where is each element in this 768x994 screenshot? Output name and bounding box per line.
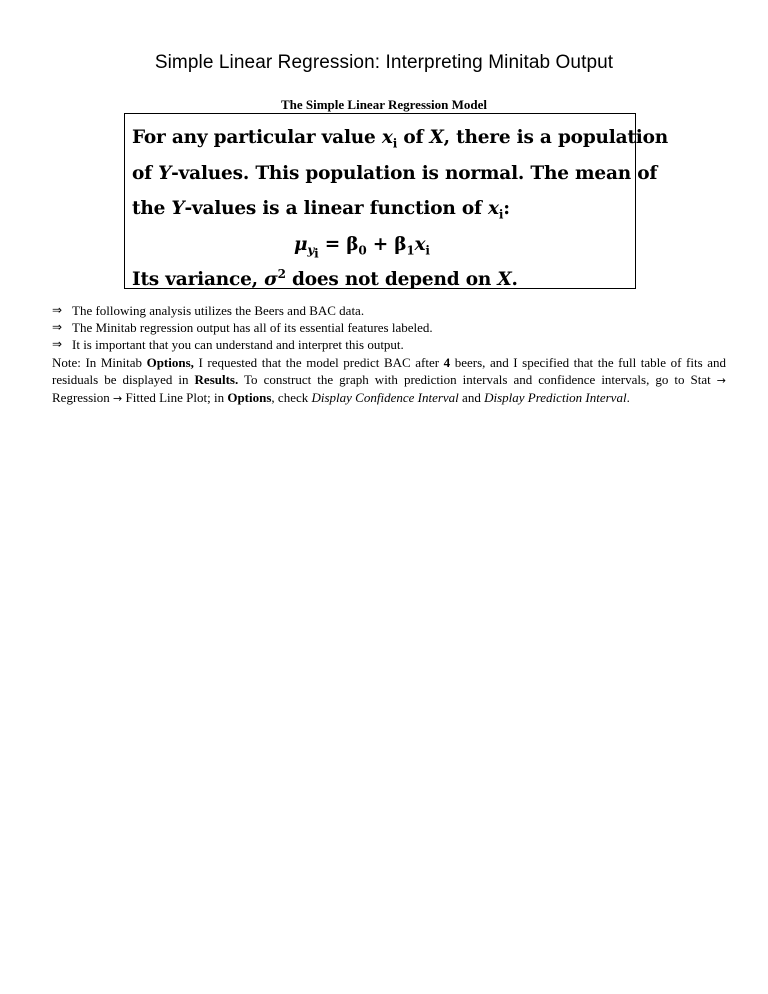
list-item: ⇒ The Minitab regression output has all of its essential features labeled. (52, 320, 433, 335)
model-line-5: Its variance, $\sigma^2$ does not depend on X. (132, 266, 518, 290)
model-line-3: the Y-values is a linear function of $x_i$: (132, 198, 510, 222)
bullet-list (52, 302, 433, 353)
page-title: Simple Linear Regression: Interpreting Minitab Output (154, 52, 614, 73)
model-line-1: For any particular value $x_i$ of X, there is a population (132, 127, 668, 151)
right-arrow-icon: → (716, 374, 726, 387)
list-item: ⇒ It is important that you can understand and interpret this output. (52, 337, 404, 352)
implies-arrow-icon: ⇒ (52, 303, 63, 317)
right-arrow-icon: → (113, 392, 123, 405)
model-line-2: of Y-values. This population is normal. The mean of (132, 162, 658, 184)
list-item: ⇒ The following analysis utilizes the Beers and BAC data. (52, 303, 365, 318)
regression-model-box (124, 113, 668, 290)
implies-arrow-icon: ⇒ (52, 320, 63, 334)
section-subtitle: The Simple Linear Regression Model (280, 97, 488, 112)
model-equation: $\mu_{y_i} = \beta_0 + \beta_1x_i$ (294, 233, 430, 261)
minitab-note: Note: In Minitab Options, I requested that the model predict BAC after 4 beers, and I specified that the full table of fits and residuals be displayed in Results. To construct the graph with prediction intervals and confidence intervals, go to Stat → Regression → Fitted Line Plot; in Options, check Display Confidence Interval and Display Prediction Interval. (52, 355, 726, 405)
implies-arrow-icon: ⇒ (52, 337, 63, 351)
